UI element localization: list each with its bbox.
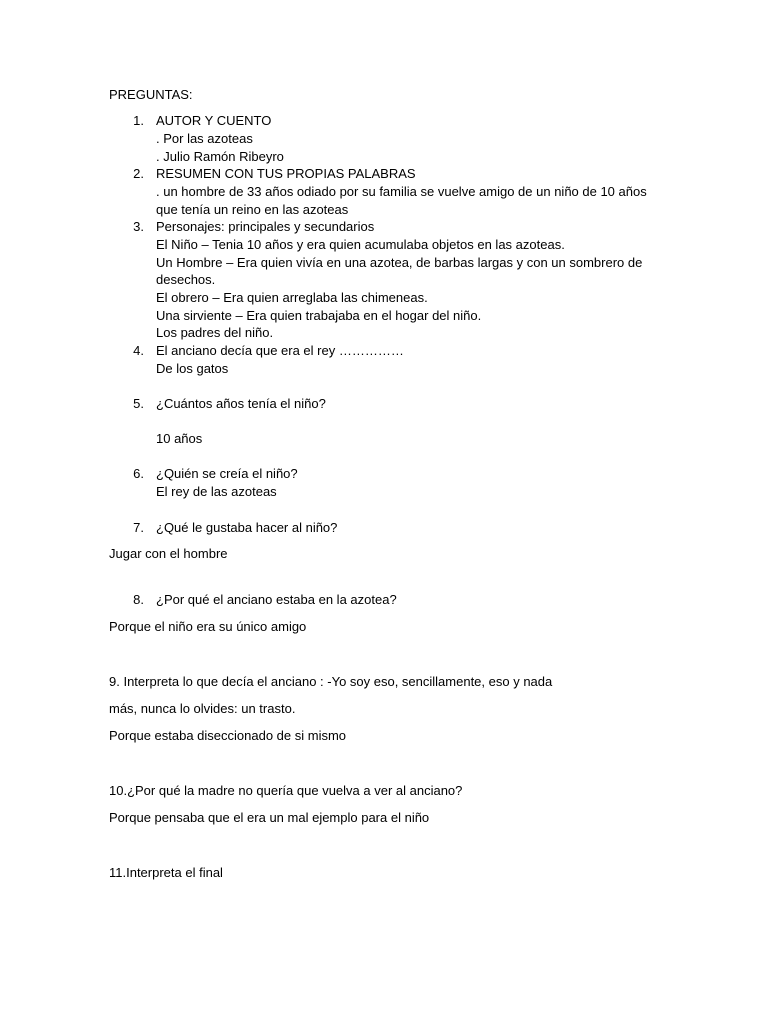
q3-answer-line: desechos. <box>156 272 216 287</box>
q4-answer: De los gatos <box>156 361 229 376</box>
q6-number: 6. <box>133 466 144 481</box>
q8-title: ¿Por qué el anciano estaba en la azotea? <box>156 592 397 607</box>
q8-number: 8. <box>133 592 144 607</box>
q3-answer-line: El Niño – Tenia 10 años y era quien acumulaba objetos en las azoteas. <box>156 237 565 252</box>
q6-title: ¿Quién se creía el niño? <box>156 466 298 481</box>
q3-answer-line: Un Hombre – Era quien vivía en una azotea, de barbas largas y con un sombrero de <box>156 255 643 270</box>
q3-answer-line: El obrero – Era quien arreglaba las chimeneas. <box>156 290 428 305</box>
q3-title: Personajes: principales y secundarios <box>156 219 375 234</box>
q2-answer-line: . un hombre de 33 años odiado por su familia se vuelve amigo de un niño de 10 años <box>156 184 647 199</box>
q1-answer-line: . Por las azoteas <box>156 131 253 146</box>
q8-answer: Porque el niño era su único amigo <box>109 619 307 634</box>
q3-number: 3. <box>133 219 144 234</box>
q2-title: RESUMEN CON TUS PROPIAS PALABRAS <box>156 166 416 181</box>
q2-answer-line: que tenía un reino en las azoteas <box>156 202 349 217</box>
q11-title: 11.Interpreta el final <box>109 865 223 880</box>
page-title: PREGUNTAS: <box>109 87 193 102</box>
q4-title: El anciano decía que era el rey …………… <box>156 343 404 358</box>
q9-title-continued: más, nunca lo olvides: un trasto. <box>109 701 296 716</box>
q7-answer: Jugar con el hombre <box>109 546 228 561</box>
q10-answer: Porque pensaba que el era un mal ejemplo para el niño <box>109 810 430 825</box>
q4-number: 4. <box>133 343 144 358</box>
q9-title: 9. Interpreta lo que decía el anciano : -Yo soy eso, sencillamente, eso y nada <box>109 674 553 689</box>
q1-title: AUTOR Y CUENTO <box>156 113 272 128</box>
q3-answer-line: Los padres del niño. <box>156 325 274 340</box>
q5-number: 5. <box>133 396 144 411</box>
q6-answer: El rey de las azoteas <box>156 484 277 499</box>
q2-number: 2. <box>133 166 144 181</box>
q7-title: ¿Qué le gustaba hacer al niño? <box>156 520 338 535</box>
q1-answer-line: . Julio Ramón Ribeyro <box>156 149 284 164</box>
q5-title: ¿Cuántos años tenía el niño? <box>156 396 326 411</box>
q3-answer-line: Una sirviente – Era quien trabajaba en el hogar del niño. <box>156 308 482 323</box>
q7-number: 7. <box>133 520 144 535</box>
q10-title: 10.¿Por qué la madre no quería que vuelva a ver al anciano? <box>109 783 463 798</box>
q1-number: 1. <box>133 113 144 128</box>
q9-answer: Porque estaba diseccionado de si mismo <box>109 728 347 743</box>
q5-answer: 10 años <box>156 431 203 446</box>
